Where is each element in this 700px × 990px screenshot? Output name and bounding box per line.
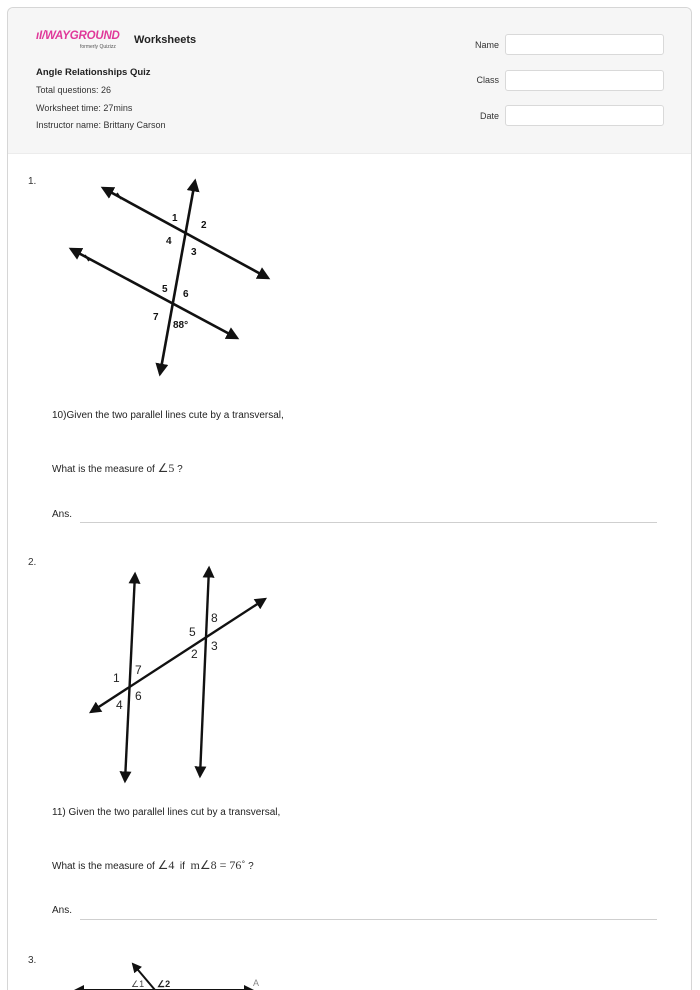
angle-label-2: 2 (201, 220, 207, 231)
angle-label-4: 4 (166, 236, 172, 247)
name-label: Name (474, 40, 499, 50)
total-questions: Total questions: 26 (36, 85, 112, 95)
angle-label-88: 88° (173, 320, 189, 331)
answer-label: Ans. (52, 905, 73, 916)
question-number: 3. (28, 955, 37, 966)
angle-label-7: 7 (153, 312, 159, 323)
question-prompt: 10)Given the two parallel lines cute by a transversal, (52, 410, 284, 421)
answer-label: Ans. (52, 509, 73, 520)
angle-label-6: 6 (183, 289, 189, 300)
instructor-name: Instructor name: Brittany Carson (36, 120, 166, 130)
angle-label-1: ∠1 (131, 979, 145, 989)
question-mid: if (174, 861, 191, 872)
angle-label-4: 4 (116, 698, 123, 712)
angle-label-1: 1 (113, 671, 120, 685)
angle-label-2: ∠2 (157, 979, 171, 989)
given-measure-math: m∠8 = 76˚ (190, 858, 246, 872)
angle-label-1: 1 (172, 213, 178, 224)
worksheet-time: Worksheet time: 27mins (36, 103, 133, 113)
question-prefix: What is the measure of (52, 861, 158, 872)
angle-label-8: 8 (211, 611, 218, 625)
date-label: Date (479, 111, 499, 121)
question-prefix: What is the measure of (52, 464, 158, 475)
angle-label-5: 5 (189, 625, 196, 639)
angle-label-7: 7 (135, 663, 142, 677)
question-suffix: ? (245, 861, 254, 872)
quiz-title: Angle Relationships Quiz (36, 67, 151, 78)
angle-math: ∠5 (157, 461, 175, 475)
angle-label-5: 5 (162, 284, 168, 295)
question-number: 2. (28, 557, 37, 568)
logo-mark-icon: ıI/ (36, 30, 45, 42)
question-number: 1. (28, 176, 37, 187)
angle-math: ∠4 (157, 858, 175, 872)
angle-label-6: 6 (135, 689, 142, 703)
question-prompt: 11) Given the two parallel lines cut by a transversal, (52, 807, 281, 818)
point-label-a: A (253, 978, 260, 988)
class-label: Class (476, 75, 499, 85)
angle-label-3: 3 (191, 247, 197, 258)
logo-brand: WAYGROUND (45, 30, 120, 42)
product-name: Worksheets (134, 34, 197, 46)
angle-label-2: 2 (191, 647, 198, 661)
logo-tagline: formerly Quizizz (80, 44, 116, 50)
angle-label-3: 3 (211, 639, 218, 653)
question-suffix: ? (174, 464, 183, 475)
